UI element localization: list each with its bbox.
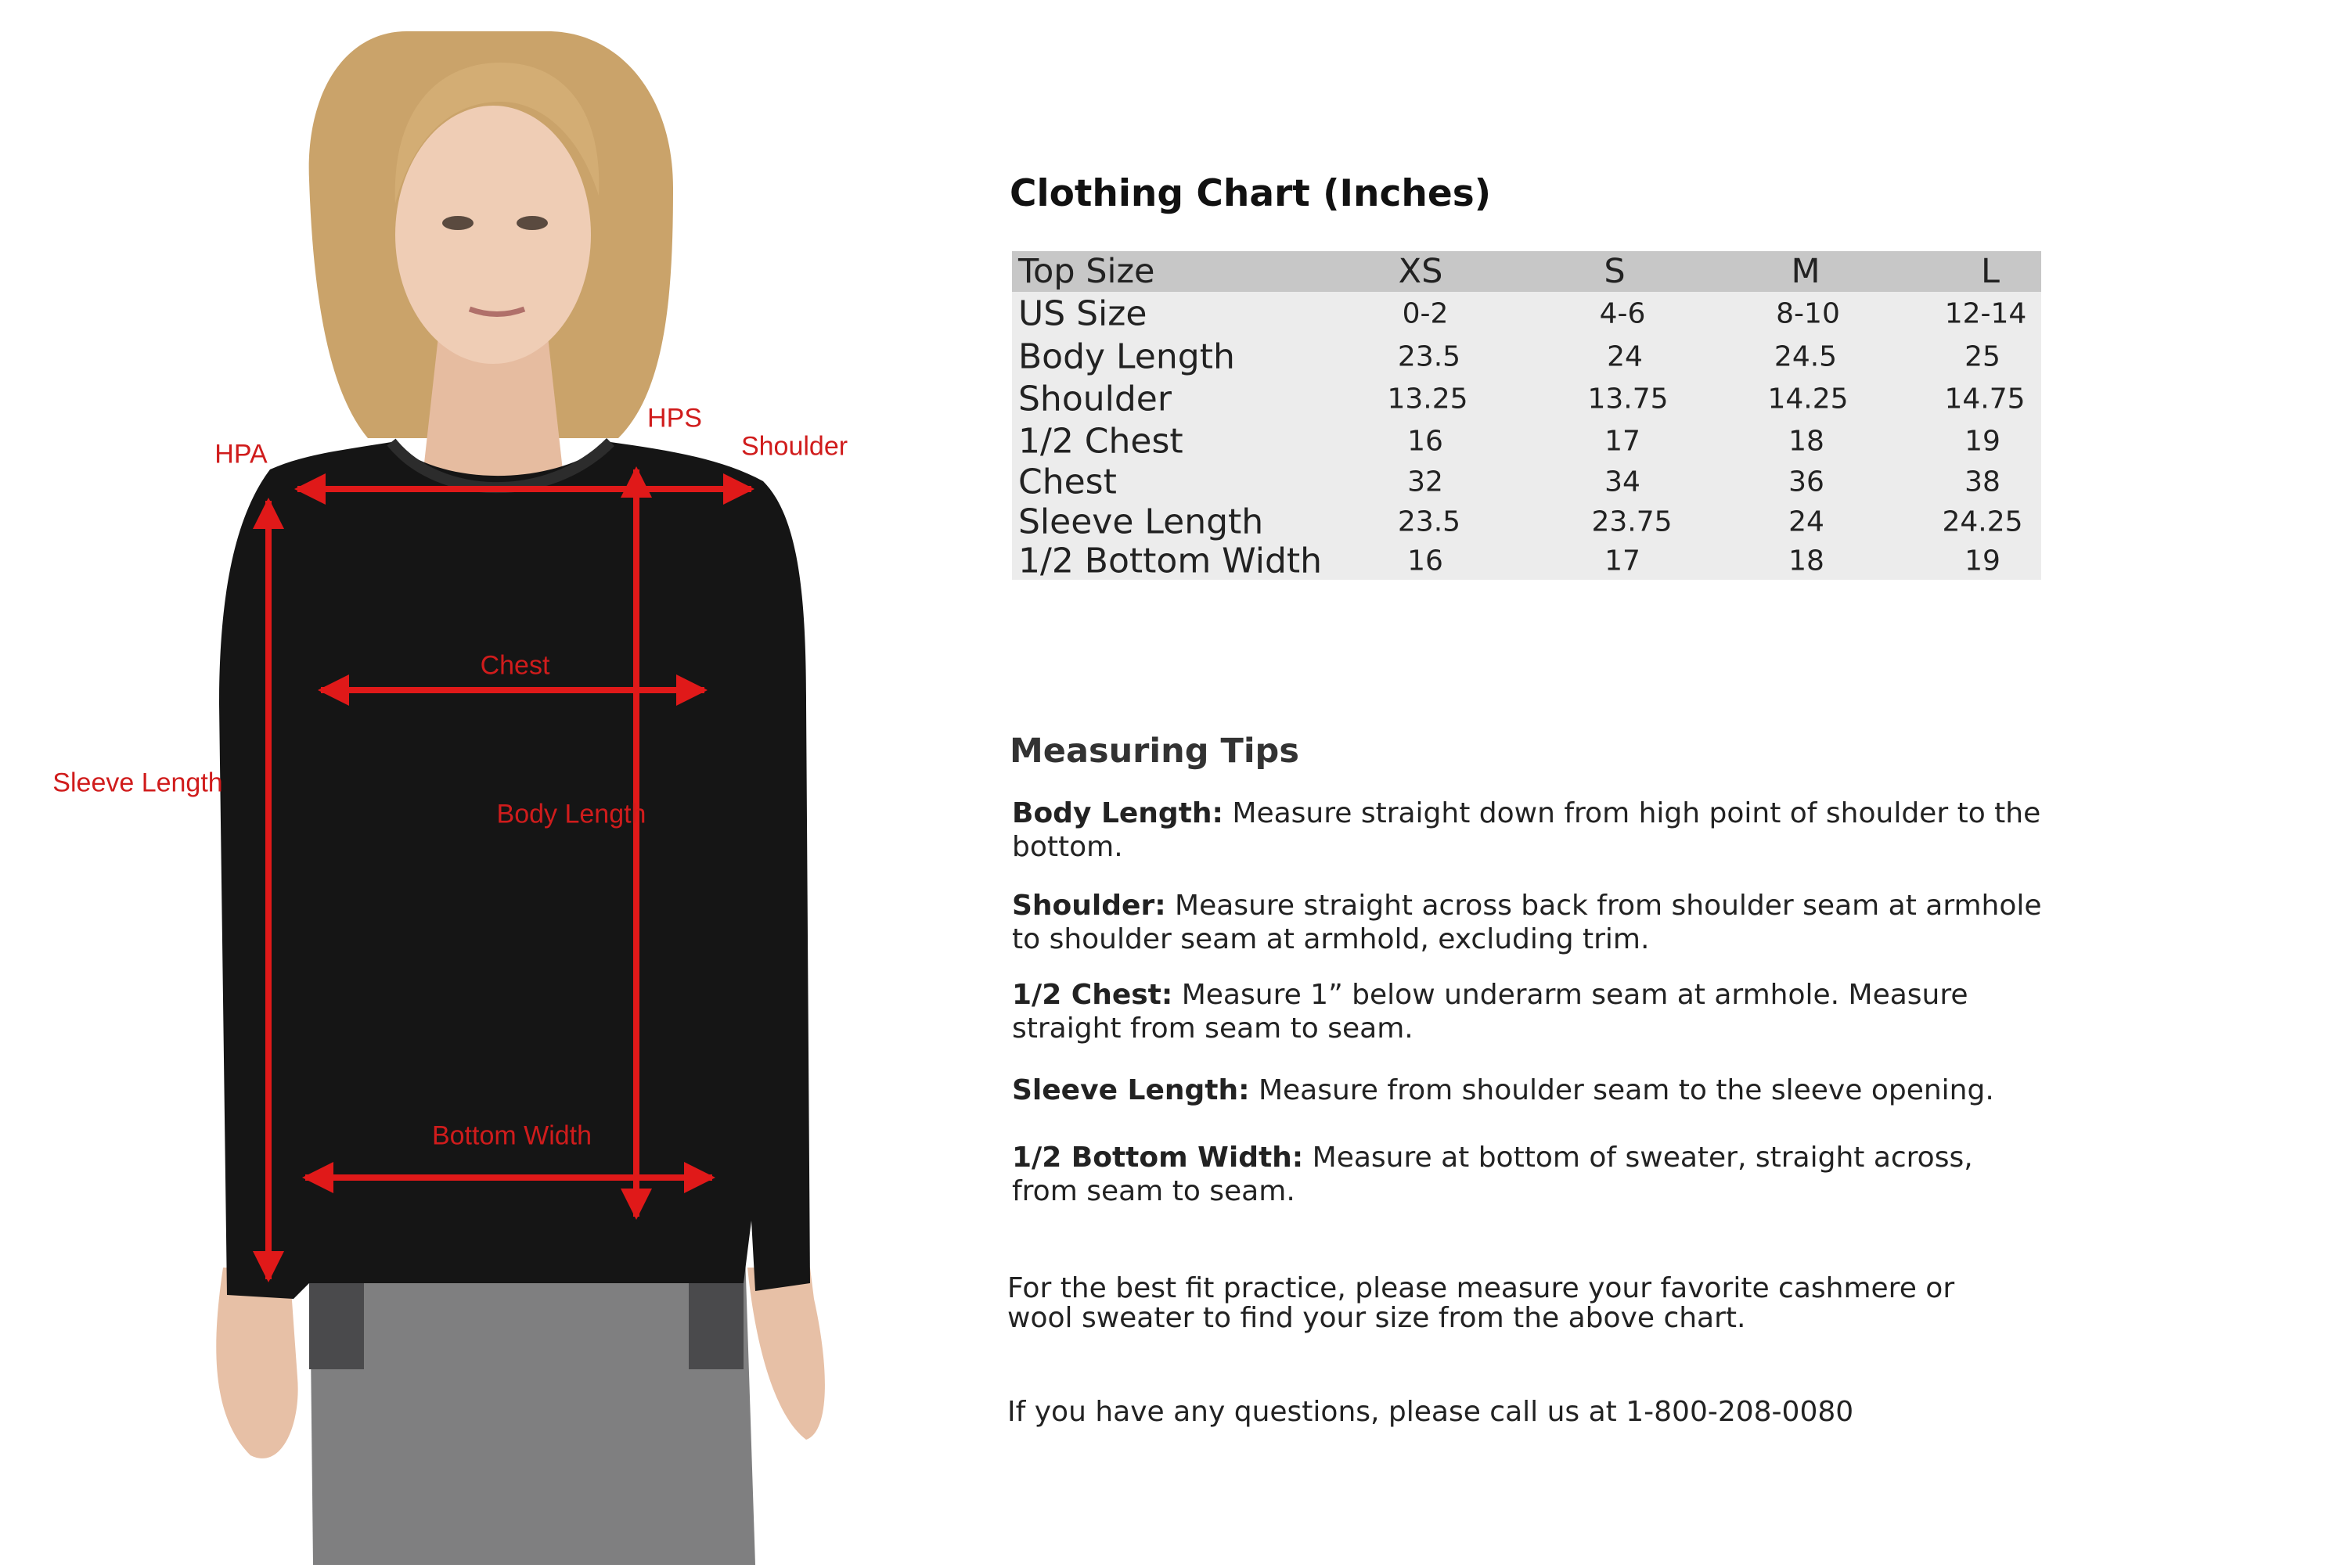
table-header-row (1012, 251, 2041, 292)
header-size-l: L (1981, 252, 2000, 291)
label-body-length: Body Length (496, 799, 646, 829)
tip-text: Measure 1” below underarm seam at armhole. Measure straight from seam to seam. (1012, 979, 1968, 1045)
header-label: Top Size (1018, 252, 1155, 291)
table-cell: 24.5 (1774, 340, 1838, 373)
table-cell: 17 (1604, 425, 1640, 458)
table-cell: 16 (1407, 425, 1443, 458)
size-table (1012, 251, 2041, 580)
table-row (1012, 542, 2041, 580)
row-label: US Size (1018, 293, 1147, 334)
label-shoulder: Shoulder (740, 431, 848, 462)
table-cell: 4-6 (1599, 297, 1646, 330)
tip-term: 1/2 Bottom Width: (1012, 1142, 1304, 1174)
tip-shoulder (1012, 889, 2045, 956)
table-row (1012, 292, 2041, 336)
tip-body-length (1012, 797, 2045, 864)
header-size-m: M (1791, 252, 1820, 291)
label-hpa: HPA (214, 439, 268, 469)
chart-title: Clothing Chart (Inches) (1010, 172, 1492, 215)
header-size-xs: XS (1398, 252, 1443, 291)
table-cell: 24 (1607, 340, 1643, 373)
tip-text: Measure from shoulder seam to the sleeve opening. (1249, 1074, 1994, 1106)
table-row (1012, 336, 2041, 378)
label-chest: Chest (480, 650, 550, 681)
table-cell: 17 (1604, 545, 1640, 577)
table-row (1012, 502, 2041, 542)
tip-sleeve-length (1012, 1074, 2045, 1107)
tip-text: Measure straight across back from shoulder seam at armhole to shoulder seam at armhold, excluding trim. (1012, 890, 2042, 955)
table-cell: 19 (1964, 545, 2000, 577)
tip-term: Body Length: (1012, 797, 1223, 829)
tips-title: Measuring Tips (1010, 732, 1299, 771)
tip-text: Measure at bottom of sweater, straight across, from seam to seam. (1012, 1142, 1973, 1207)
table-cell: 8-10 (1776, 297, 1840, 330)
tip-term: Sleeve Length: (1012, 1074, 1250, 1106)
table-cell: 23.5 (1397, 505, 1461, 538)
table-cell: 13.25 (1387, 383, 1468, 415)
table-cell: 36 (1788, 466, 1824, 498)
table-cell: 12-14 (1944, 297, 2027, 330)
table-cell: 14.25 (1767, 383, 1849, 415)
table-cell: 25 (1964, 340, 2000, 373)
tip-half-chest (1012, 978, 2045, 1045)
table-row (1012, 378, 2041, 420)
row-label: 1/2 Bottom Width (1018, 541, 1323, 581)
label-bottom-width: Bottom Width (431, 1120, 592, 1151)
table-row (1012, 462, 2041, 502)
table-cell: 14.75 (1944, 383, 2026, 415)
row-label: Chest (1018, 462, 1117, 502)
table-cell: 23.5 (1397, 340, 1461, 373)
label-sleeve-length: Sleeve Length (52, 768, 223, 798)
row-label: Sleeve Length (1018, 502, 1264, 542)
table-cell: 13.75 (1587, 383, 1669, 415)
fit-note: For the best fit practice, please measure your favorite cashmere or wool sweater to find your size from the above chart. (1007, 1272, 1955, 1334)
table-cell: 24 (1788, 505, 1824, 538)
row-label: 1/2 Chest (1018, 421, 1183, 462)
tip-text: Measure straight down from high point of shoulder to the bottom. (1012, 797, 2041, 863)
row-label: Shoulder (1018, 379, 1172, 419)
measurement-diagram (0, 0, 924, 1565)
label-hps: HPS (647, 403, 702, 433)
row-label: Body Length (1018, 336, 1235, 377)
table-cell: 0-2 (1402, 297, 1449, 330)
table-cell: 19 (1964, 425, 2000, 458)
table-cell: 16 (1407, 545, 1443, 577)
table-cell: 18 (1788, 545, 1824, 577)
table-cell: 32 (1407, 466, 1443, 498)
table-cell: 34 (1604, 466, 1640, 498)
table-row (1012, 420, 2041, 462)
header-size-s: S (1604, 252, 1626, 291)
table-cell: 23.75 (1591, 505, 1673, 538)
tip-term: 1/2 Chest: (1012, 979, 1173, 1011)
table-cell: 38 (1964, 466, 2000, 498)
tip-bottom-width (1012, 1141, 2045, 1208)
tip-term: Shoulder: (1012, 890, 1166, 922)
table-cell: 18 (1788, 425, 1824, 458)
table-cell: 24.25 (1942, 505, 2023, 538)
contact-note: If you have any questions, please call us at 1-800-208-0080 (1007, 1396, 1854, 1428)
